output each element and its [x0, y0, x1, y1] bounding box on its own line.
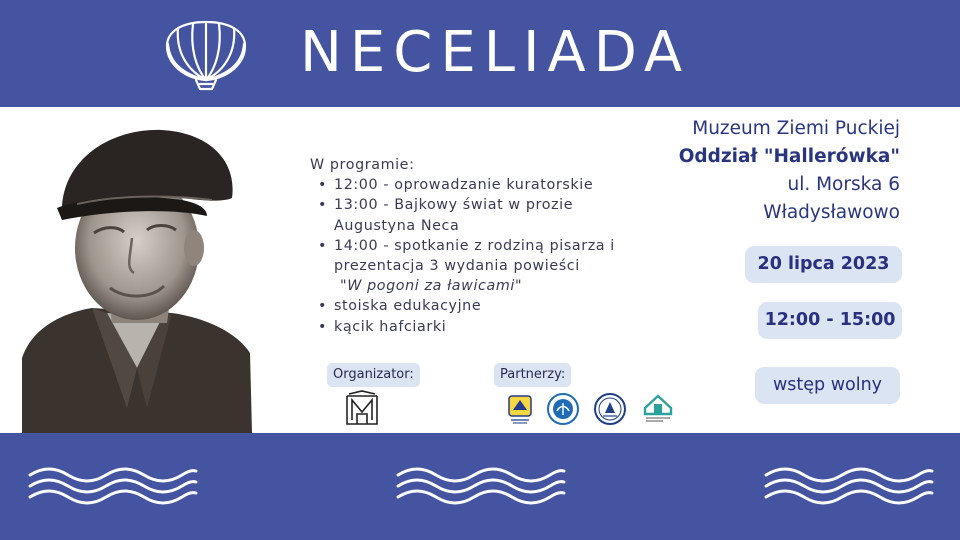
- venue-name: Muzeum Ziemi Puckiej: [692, 118, 900, 139]
- program-item: • kącik hafciarki: [310, 317, 640, 337]
- book-title-quote: ": [340, 278, 348, 295]
- partners-label: Partnerzy:: [494, 363, 571, 387]
- wave-icon: [396, 465, 566, 505]
- event-time-badge: 12:00 - 15:00: [758, 302, 902, 339]
- museum-logo-icon: [343, 390, 381, 426]
- venue-branch: Oddział "Hallerówka": [678, 146, 900, 167]
- program-list: [310, 155, 640, 337]
- program-item-text: 14:00 - spotkanie z rodziną pisarza i prezentacja 3 wydania powieści: [334, 237, 615, 275]
- page-title: NECELIADA: [300, 20, 691, 85]
- program-item: • 12:00 - oprowadzanie kuratorskie: [310, 175, 640, 195]
- scallop-shell-icon: [163, 18, 249, 92]
- event-date-badge: 20 lipca 2023: [745, 246, 902, 283]
- book-title: W pogoni za ławicami: [347, 278, 515, 295]
- program-heading: W programie:: [310, 157, 415, 173]
- wave-icon: [764, 465, 934, 505]
- partner-logo-icon: [503, 392, 537, 426]
- venue-street: ul. Morska 6: [787, 174, 900, 195]
- program-item: • 13:00 - Bajkowy świat w prozie Augustyna Neca: [310, 195, 640, 235]
- organizer-label: Organizator:: [327, 363, 420, 387]
- book-title-quote: ": [514, 278, 523, 295]
- portrait-photo: [22, 108, 252, 433]
- partner-logo-icon: [546, 392, 580, 426]
- partner-logo-icon: [641, 392, 675, 426]
- program-item: • stoiska edukacyjne: [310, 296, 640, 316]
- admission-badge: wstęp wolny: [755, 367, 900, 404]
- venue-info: [679, 115, 900, 227]
- venue-city: Władysławowo: [763, 202, 900, 223]
- wave-icon: [28, 465, 198, 505]
- program-item: [310, 236, 640, 297]
- partner-logo-icon: [593, 392, 627, 426]
